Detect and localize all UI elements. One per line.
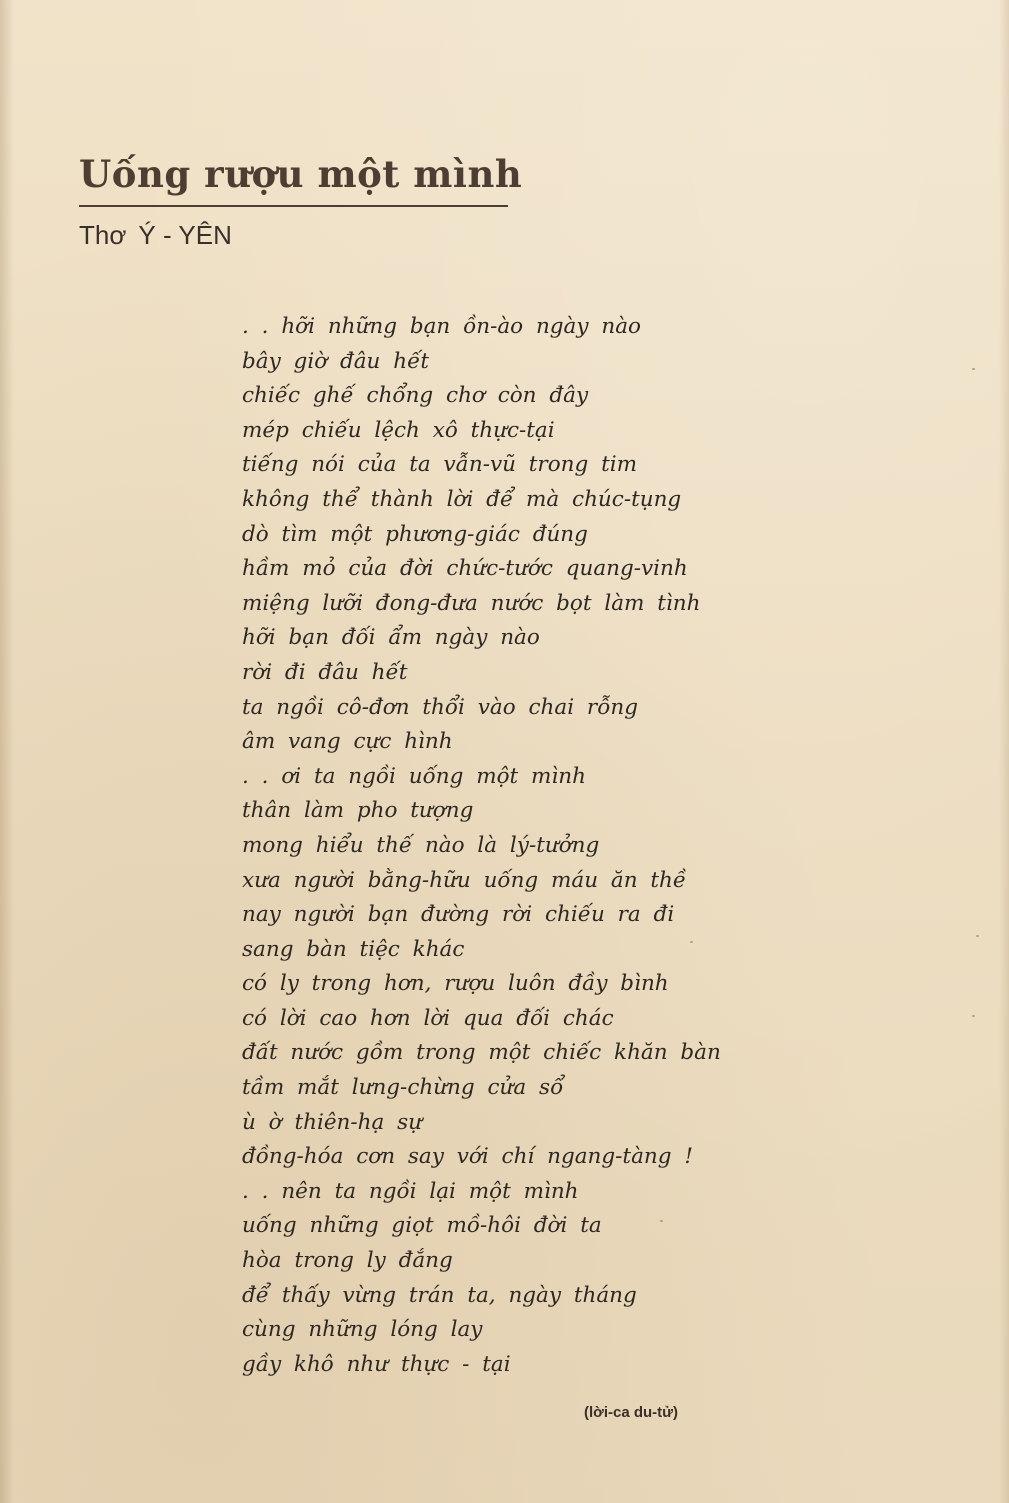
poem-line: mép chiếu lệch xô thực-tại xyxy=(242,417,555,443)
poem-line: uống những giọt mồ-hôi đời ta xyxy=(242,1213,602,1239)
poem-line: dò tìm một phương-giác đúng xyxy=(242,521,588,547)
paper-speck xyxy=(972,1015,975,1017)
paper-speck xyxy=(690,941,693,943)
poem-line: âm vang cực hình xyxy=(242,729,453,755)
page-edge-shadow xyxy=(0,0,14,1503)
poem-line: sang bàn tiệc khác xyxy=(242,936,465,962)
poem-line: đồng-hóa cơn say với chí ngang-tàng ! xyxy=(242,1144,693,1170)
poem-line: hòa trong ly đắng xyxy=(242,1248,453,1274)
poem-line: mong hiểu thế nào là lý-tưởng xyxy=(242,832,600,858)
source-credit: (lời-ca du-tử) xyxy=(584,1404,679,1421)
poem-line: chiếc ghế chổng chơ còn đây xyxy=(242,383,589,409)
poem-line: nay người bạn đường rời chiếu ra đi xyxy=(242,902,675,928)
poem-line: hầm mỏ của đời chức-tước quang-vinh xyxy=(242,556,688,582)
author-label: Thơ xyxy=(79,220,127,250)
poem-line: . . ơi ta ngồi uống một mình xyxy=(242,763,586,789)
poem-line: bây giờ đâu hết xyxy=(242,348,429,374)
poem-line: có ly trong hơn, rượu luôn đầy bình xyxy=(242,971,669,997)
title-underline xyxy=(79,205,508,207)
page-edge-shadow-right xyxy=(999,0,1009,1503)
poem-line: tầm mắt lưng-chừng cửa sổ xyxy=(242,1075,564,1101)
poem-line: . . hỡi những bạn ồn-ào ngày nào xyxy=(242,314,641,339)
poem-line: không thể thành lời để mà chúc-tụng xyxy=(242,486,682,512)
poem-line: xưa người bằng-hữu uống máu ăn thề xyxy=(242,867,687,893)
poem-line: để thấy vừng trán ta, ngày tháng xyxy=(242,1282,637,1308)
poem-line: . . nên ta ngồi lại một mình xyxy=(242,1178,579,1204)
poem-line: miệng lưỡi đong-đưa nước bọt làm tình xyxy=(242,590,701,616)
poem-line: ù ờ thiên-hạ sự xyxy=(242,1109,423,1135)
poem-line: gầy khô như thực - tại xyxy=(242,1351,511,1377)
paper-speck xyxy=(660,1220,663,1222)
page-title: Uống rượu một mình xyxy=(79,152,523,196)
poem-line: rời đi đâu hết xyxy=(242,659,408,685)
poem-line: thân làm pho tượng xyxy=(242,798,474,824)
poem-line: có lời cao hơn lời qua đối chác xyxy=(242,1005,614,1031)
poem-line: cùng những lóng lay xyxy=(242,1317,483,1343)
author-line xyxy=(79,220,232,251)
paper-speck xyxy=(972,368,975,370)
poem-line: hỡi bạn đối ẩm ngày nào xyxy=(242,625,540,651)
poem-line: ta ngồi cô-đơn thổi vào chai rỗng xyxy=(242,694,638,720)
poem-line: đất nước gồm trong một chiếc khăn bàn xyxy=(242,1040,721,1066)
poem-line: tiếng nói của ta vẫn-vũ trong tim xyxy=(242,452,637,478)
paper-speck xyxy=(976,935,979,937)
poem-body xyxy=(242,310,802,1382)
author-name: Ý - YÊN xyxy=(138,220,232,250)
